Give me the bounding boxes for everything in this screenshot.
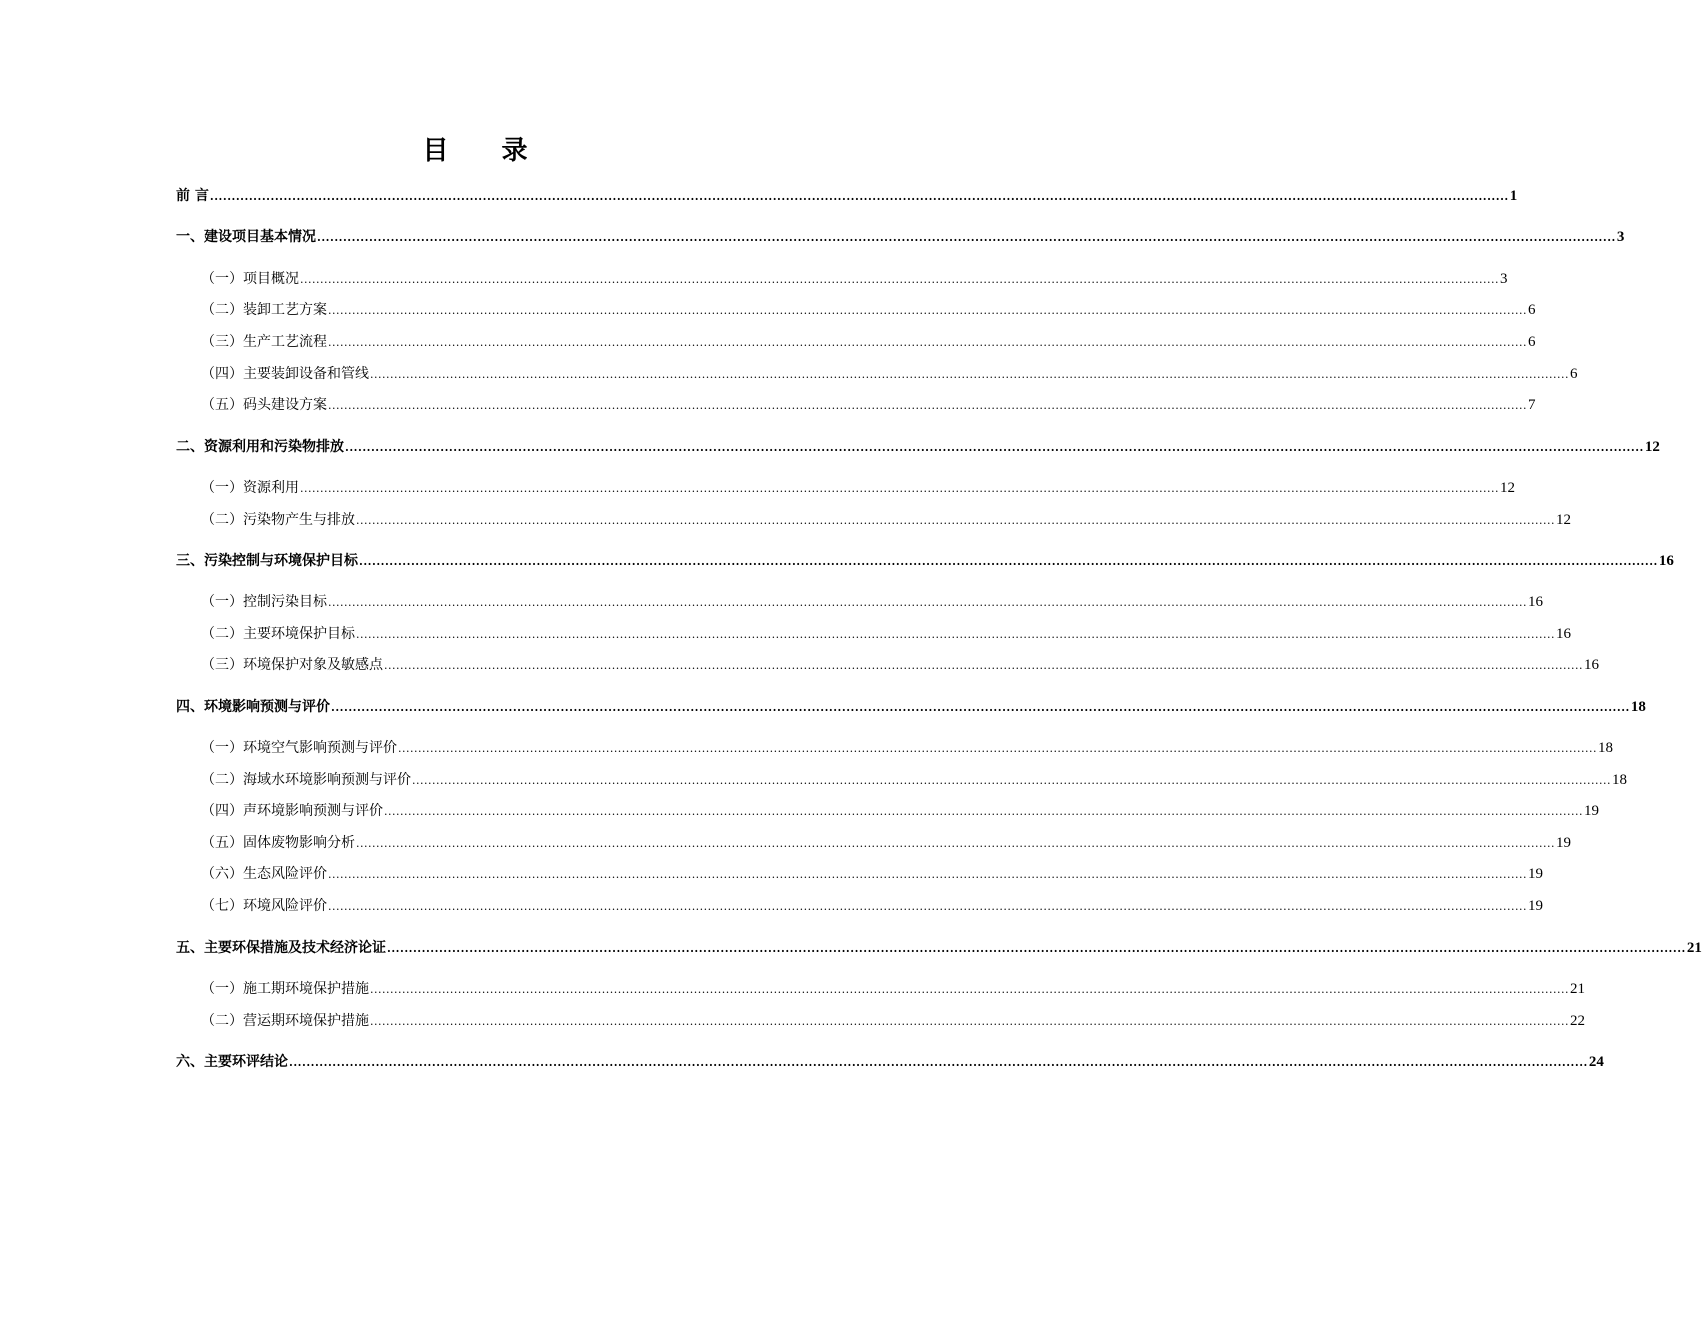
toc-page-number: 24: [1588, 1054, 1604, 1070]
toc-page-number: 21: [1686, 940, 1702, 956]
toc-dot-leader: ............................................................................................................................................................................................................................................................................................................: [331, 701, 1630, 714]
toc-dot-leader: ............................................................................................................................................................................................................................................................................................................: [317, 231, 1616, 244]
toc-dot-leader: ............................................................................................................................................................................................................................................................................................................: [359, 555, 1658, 568]
toc-dot-leader: ............................................................................................................................................................................................................................................................................................................: [370, 368, 1569, 381]
toc-dot-leader: ............................................................................................................................................................................................................................................................................................................: [328, 304, 1527, 317]
toc-dot-leader: ............................................................................................................................................................................................................................................................................................................: [209, 190, 1509, 203]
toc-entry-label: （二）装卸工艺方案: [201, 302, 327, 318]
toc-section-entry[interactable]: [201, 363, 1578, 385]
toc-dot-leader: ............................................................................................................................................................................................................................................................................................................: [356, 837, 1555, 850]
toc-entry-label: （一）资源利用: [201, 480, 299, 496]
toc-entry-label: （一）控制污染目标: [201, 594, 327, 610]
toc-dot-leader: ............................................................................................................................................................................................................................................................................................................: [387, 942, 1686, 955]
toc-entry-label: （二）主要环境保护目标: [201, 626, 355, 642]
toc-dot-leader: ............................................................................................................................................................................................................................................................................................................: [384, 805, 1583, 818]
toc-page-number: 21: [1569, 981, 1585, 997]
toc-page-number: 3: [1499, 271, 1508, 287]
toc-dot-leader: ............................................................................................................................................................................................................................................................................................................: [345, 441, 1644, 454]
toc-page-number: 16: [1555, 626, 1571, 642]
toc-title: 目 录: [422, 136, 550, 166]
toc-entry-label: 四、环境影响预测与评价: [176, 699, 330, 715]
toc-section-entry[interactable]: [201, 623, 1571, 645]
toc-chapter-entry[interactable]: [176, 226, 1625, 248]
toc-entry-label: （七）环境风险评价: [201, 898, 327, 914]
toc-entry-label: （一）环境空气影响预测与评价: [201, 740, 397, 756]
toc-page-number: 19: [1527, 898, 1543, 914]
toc-page-number: 12: [1499, 480, 1515, 496]
toc-dot-leader: ............................................................................................................................................................................................................................................................................................................: [398, 742, 1597, 755]
toc-section-entry[interactable]: [201, 832, 1571, 854]
toc-section-entry[interactable]: [201, 331, 1536, 353]
toc-page-number: 6: [1569, 366, 1578, 382]
toc-entry-label: （三）环境保护对象及敏感点: [201, 657, 383, 673]
toc-chapter-entry[interactable]: [176, 1051, 1604, 1073]
toc-chapter-entry[interactable]: [176, 185, 1518, 207]
toc-dot-leader: ............................................................................................................................................................................................................................................................................................................: [289, 1056, 1588, 1069]
toc-entry-label: 五、主要环保措施及技术经济论证: [176, 940, 386, 956]
toc-section-entry[interactable]: [201, 895, 1543, 917]
toc-chapter-entry[interactable]: [176, 436, 1660, 458]
toc-entry-label: 前 言: [176, 188, 209, 204]
toc-page-number: 7: [1527, 397, 1536, 413]
toc-section-entry[interactable]: [201, 769, 1627, 791]
toc-dot-leader: ............................................................................................................................................................................................................................................................................................................: [300, 273, 1499, 286]
toc-entry-label: 一、建设项目基本情况: [176, 229, 316, 245]
toc-dot-leader: ............................................................................................................................................................................................................................................................................................................: [412, 774, 1611, 787]
toc-chapter-entry[interactable]: [176, 696, 1646, 718]
toc-dot-leader: ............................................................................................................................................................................................................................................................................................................: [328, 900, 1527, 913]
toc-section-entry[interactable]: [201, 591, 1543, 613]
toc-entry-label: （一）施工期环境保护措施: [201, 981, 369, 997]
toc-section-entry[interactable]: [201, 978, 1585, 1000]
toc-section-entry[interactable]: [201, 1010, 1585, 1032]
toc-dot-leader: ............................................................................................................................................................................................................................................................................................................: [328, 399, 1527, 412]
toc-page-number: 1: [1509, 188, 1518, 204]
toc-entry-label: 六、主要环评结论: [176, 1054, 288, 1070]
toc-dot-leader: ............................................................................................................................................................................................................................................................................................................: [370, 1015, 1569, 1028]
toc-entry-label: （一）项目概况: [201, 271, 299, 287]
toc-page-number: 12: [1644, 439, 1660, 455]
toc-entry-label: 三、污染控制与环境保护目标: [176, 553, 358, 569]
toc-page-number: 18: [1611, 772, 1627, 788]
toc-page-number: 18: [1597, 740, 1613, 756]
toc-chapter-entry[interactable]: [176, 550, 1674, 572]
toc-section-entry[interactable]: [201, 863, 1543, 885]
toc-page-number: 22: [1569, 1013, 1585, 1029]
toc-page-number: 16: [1658, 553, 1674, 569]
toc-dot-leader: ............................................................................................................................................................................................................................................................................................................: [356, 514, 1555, 527]
toc-entry-label: （六）生态风险评价: [201, 866, 327, 882]
toc-entry-label: （四）主要装卸设备和管线: [201, 366, 369, 382]
toc-section-entry[interactable]: [201, 394, 1536, 416]
toc-dot-leader: ............................................................................................................................................................................................................................................................................................................: [370, 983, 1569, 996]
toc-dot-leader: ............................................................................................................................................................................................................................................................................................................: [328, 868, 1527, 881]
toc-entry-label: （二）海域水环境影响预测与评价: [201, 772, 411, 788]
toc-section-entry[interactable]: [201, 737, 1613, 759]
toc-page-number: 6: [1527, 302, 1536, 318]
toc-dot-leader: ............................................................................................................................................................................................................................................................................................................: [300, 482, 1499, 495]
toc-section-entry[interactable]: [201, 654, 1599, 676]
toc-page-number: 16: [1527, 594, 1543, 610]
toc-dot-leader: ............................................................................................................................................................................................................................................................................................................: [356, 628, 1555, 641]
toc-entry-label: （五）固体废物影响分析: [201, 835, 355, 851]
toc-page-number: 19: [1527, 866, 1543, 882]
toc-page-number: 3: [1616, 229, 1625, 245]
toc-page-number: 18: [1630, 699, 1646, 715]
toc-section-entry[interactable]: [201, 800, 1599, 822]
toc-section-entry[interactable]: [201, 477, 1515, 499]
toc-entry-label: （四）声环境影响预测与评价: [201, 803, 383, 819]
toc-page-number: 6: [1527, 334, 1536, 350]
toc-page-number: 19: [1555, 835, 1571, 851]
toc-dot-leader: ............................................................................................................................................................................................................................................................................................................: [384, 659, 1583, 672]
toc-section-entry[interactable]: [201, 509, 1571, 531]
toc-dot-leader: ............................................................................................................................................................................................................................................................................................................: [328, 336, 1527, 349]
toc-chapter-entry[interactable]: [176, 937, 1702, 959]
toc-entry-label: （二）营运期环境保护措施: [201, 1013, 369, 1029]
toc-section-entry[interactable]: [201, 299, 1536, 321]
toc-entry-label: （二）污染物产生与排放: [201, 512, 355, 528]
toc-dot-leader: ............................................................................................................................................................................................................................................................................................................: [328, 596, 1527, 609]
toc-entry-label: （五）码头建设方案: [201, 397, 327, 413]
toc-page-number: 19: [1583, 803, 1599, 819]
toc-section-entry[interactable]: [201, 268, 1508, 290]
toc-page-number: 16: [1583, 657, 1599, 673]
toc-entry-label: 二、资源利用和污染物排放: [176, 439, 344, 455]
toc-entry-label: （三）生产工艺流程: [201, 334, 327, 350]
toc-page-number: 12: [1555, 512, 1571, 528]
